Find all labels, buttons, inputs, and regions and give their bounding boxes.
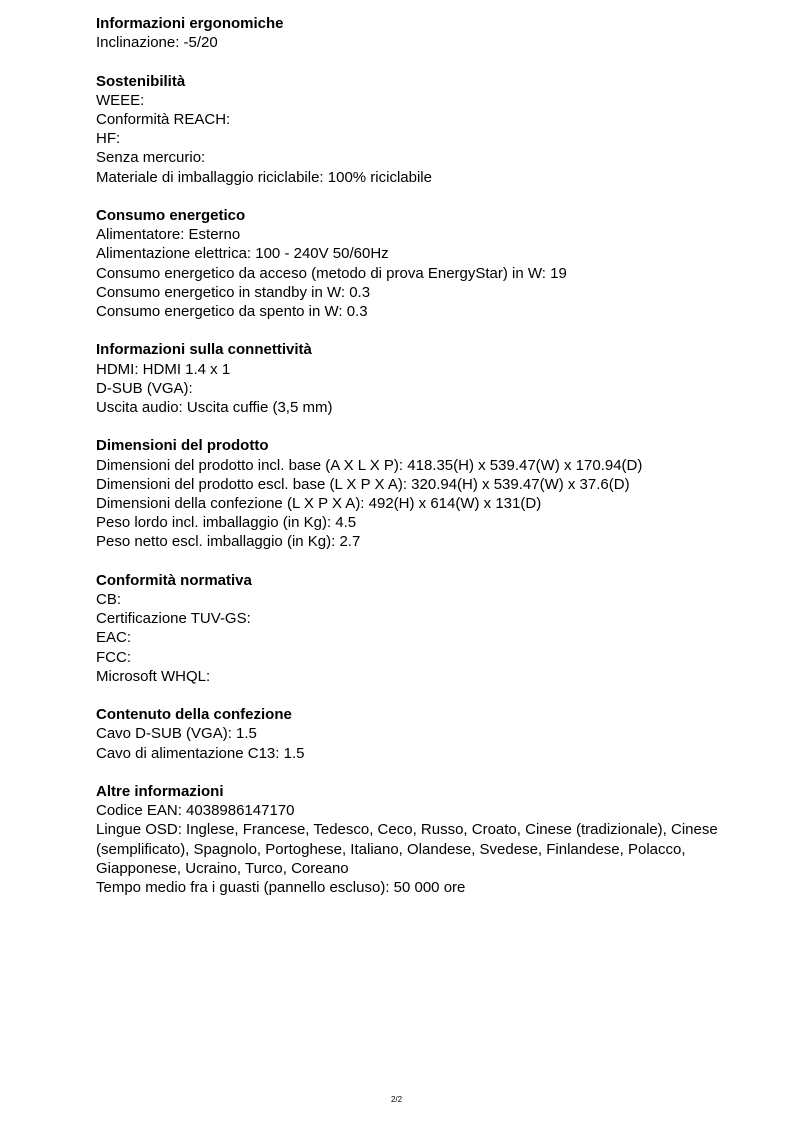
spec-line-whql: Microsoft WHQL:: [96, 667, 211, 685]
spec-line-recyclable-packaging: Materiale di imballaggio riciclabile: 100% riciclabile: [96, 168, 432, 186]
spec-line-power-standby: Consumo energetico in standby in W: 0.3: [96, 283, 371, 301]
spec-line-power-supply: Alimentatore: Esterno: [96, 226, 241, 244]
section-other-info: [96, 782, 736, 897]
section-title-ergonomics: Informazioni ergonomiche: [96, 15, 284, 32]
spec-line-osd-languages: Lingue OSD: Inglese, Francese, Tedesco, Ceco, Russo, Croato, Cinese (tradizionale), Cinese (semplificato), Spagnolo, Portoghese, Italiano, Olandese, Svedese, Finlandese, Polacco, Giapponese, Ucraino, Turco, Coreano: [96, 821, 718, 877]
spec-line-power-off: Consumo energetico da spento in W: 0.3: [96, 303, 368, 321]
spec-line-dsub: D-SUB (VGA):: [96, 379, 193, 397]
section-title-power: Consumo energetico: [96, 207, 246, 224]
spec-line-fcc: FCC:: [96, 648, 131, 666]
section-title-other-info: Altre informazioni: [96, 783, 224, 801]
section-compliance: [96, 571, 736, 686]
spec-line-dimensions-without-stand: Dimensioni del prodotto escl. base (L X P X A): 320.94(H) x 539.47(W) x 37.6(D): [96, 475, 630, 493]
spec-line-net-weight: Peso netto escl. imballaggio (in Kg): 2.7: [96, 533, 361, 551]
spec-line-power-input: Alimentazione elettrica: 100 - 240V 50/60Hz: [96, 245, 389, 263]
spec-line-dsub-cable: Cavo D-SUB (VGA): 1.5: [96, 725, 257, 743]
spec-line-cb: CB:: [96, 591, 122, 609]
section-title-sustainability: Sostenibilità: [96, 72, 186, 90]
spec-line-gross-weight: Peso lordo incl. imballaggio (in Kg): 4.5: [96, 514, 357, 532]
spec-line-dimensions-with-stand: Dimensioni del prodotto incl. base (A X L X P): 418.35(H) x 539.47(W) x 170.94(D): [96, 456, 643, 474]
section-power: [96, 206, 736, 321]
spec-sheet-content: [96, 14, 736, 916]
spec-line-mtbf: Tempo medio fra i guasti (pannello escluso): 50 000 ore: [96, 879, 466, 897]
spec-line-weee: WEEE:: [96, 91, 145, 109]
section-package-contents: [96, 705, 736, 763]
section-dimensions: [96, 436, 736, 551]
section-title-dimensions: Dimensioni del prodotto: [96, 437, 269, 455]
section-title-compliance: Conformità normativa: [96, 571, 252, 589]
spec-line-power-cable: Cavo di alimentazione C13: 1.5: [96, 744, 305, 762]
spec-line-ean: Codice EAN: 4038986147170: [96, 802, 295, 820]
spec-line-tilt: Inclinazione: -5/20: [96, 34, 218, 52]
spec-line-power-on: Consumo energetico da acceso (metodo di prova EnergyStar) in W: 19: [96, 264, 567, 282]
spec-line-hdmi: HDMI: HDMI 1.4 x 1: [96, 360, 231, 378]
section-sustainability: [96, 72, 736, 187]
spec-line-reach: Conformità REACH:: [96, 111, 231, 128]
page-number: 2/2: [390, 1095, 403, 1104]
spec-line-tuv-gs: Certificazione TUV-GS:: [96, 610, 251, 628]
spec-line-eac: EAC:: [96, 629, 132, 647]
spec-line-package-dimensions: Dimensioni della confezione (L X P X A): 492(H) x 614(W) x 131(D): [96, 495, 542, 513]
section-ergonomics: [96, 14, 736, 52]
section-title-package-contents: Contenuto della confezione: [96, 706, 292, 724]
section-title-connectivity: Informazioni sulla connettività: [96, 341, 312, 359]
spec-line-hf: HF:: [96, 130, 121, 148]
section-connectivity: [96, 340, 736, 417]
spec-line-mercury-free: Senza mercurio:: [96, 149, 206, 167]
spec-line-audio-out: Uscita audio: Uscita cuffie (3,5 mm): [96, 399, 333, 417]
